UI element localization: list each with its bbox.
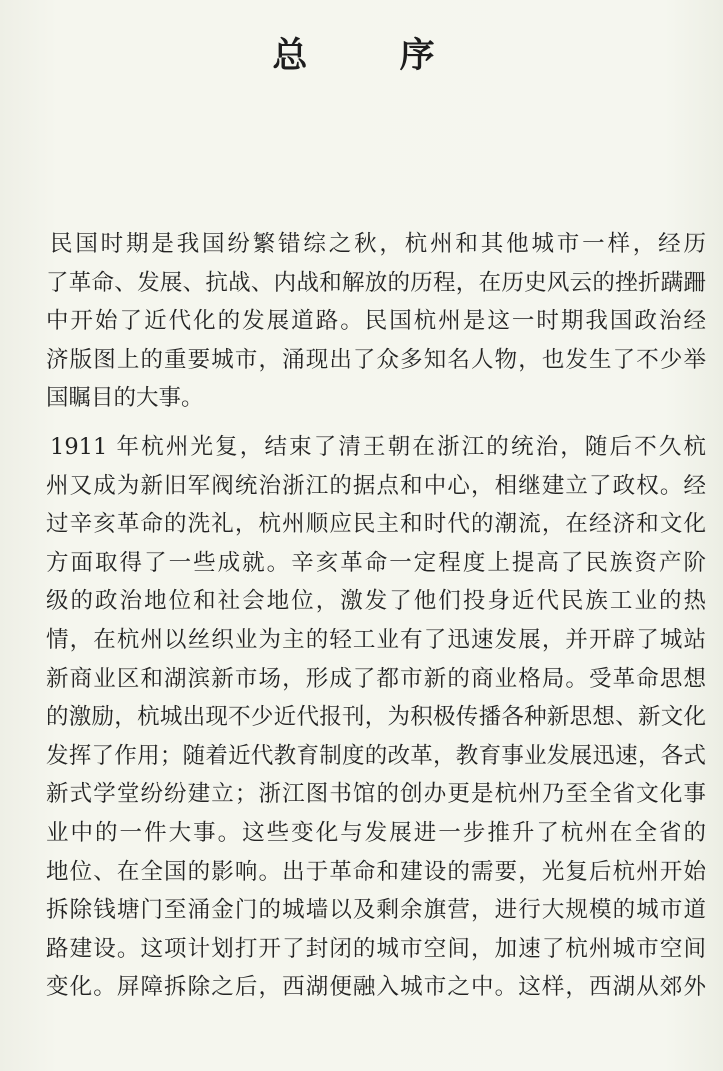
text-line: 路建设。这项计划打开了封闭的城市空间，加速了杭州城市空间 — [46, 935, 706, 962]
text-line: 业中的一件大事。这些变化与发展进一步推升了杭州在全省的 — [46, 819, 706, 846]
text-line: 1911 年杭州光复，结束了清王朝在浙江的统治，随后不久杭 — [50, 434, 706, 460]
text-line: 的激励，杭城出现不少近代报刊，为积极传播各种新思想、新文化 — [46, 704, 706, 731]
text-line: 拆除钱塘门至涌金门的城墙以及剩余旗营，进行大规模的城市道 — [46, 897, 706, 924]
text-line: 发挥了作用；随着近代教育制度的改革，教育事业发展迅速，各式 — [46, 742, 706, 769]
text-line: 变化。屏障拆除之后，西湖便融入城市之中。这样，西湖从郊外 — [46, 974, 706, 1001]
text-line: 国瞩目的大事。 — [46, 385, 204, 412]
text-line: 地位、在全国的影响。出于革命和建设的需要，光复后杭州开始 — [46, 858, 706, 885]
text-line: 情，在杭州以丝织业为主的轻工业有了迅速发展，并开辟了城站 — [46, 626, 706, 653]
text-line: 中开始了近代化的发展道路。民国杭州是这一时期我国政治经 — [46, 308, 706, 335]
text-line: 方面取得了一些成就。辛亥革命一定程度上提高了民族资产阶 — [46, 549, 706, 576]
text-line: 过辛亥革命的洗礼，杭州顺应民主和时代的潮流，在经济和文化 — [46, 511, 706, 538]
text-line: 级的政治地位和社会地位，激发了他们投身近代民族工业的热 — [46, 588, 706, 615]
text-line: 新商业区和湖滨新市场，形成了都市新的商业格局。受革命思想 — [46, 665, 706, 692]
paragraph-1 — [46, 225, 706, 418]
text-line: 济版图上的重要城市，涌现出了众多知名人物，也发生了不少举 — [46, 346, 706, 373]
text-line: 新式学堂纷纷建立；浙江图书馆的创办更是杭州乃至全省文化事 — [46, 781, 706, 808]
text-line: 民国时期是我国纷繁错综之秋，杭州和其他城市一样，经历 — [50, 231, 706, 257]
text-line: 了革命、发展、抗战、内战和解放的历程，在历史风云的挫折蹒跚 — [46, 269, 706, 296]
page-title: 总 序 — [272, 36, 475, 76]
text-line: 州又成为新旧军阀统治浙江的据点和中心，相继建立了政权。经 — [46, 472, 706, 499]
paragraph-2 — [46, 428, 706, 1007]
